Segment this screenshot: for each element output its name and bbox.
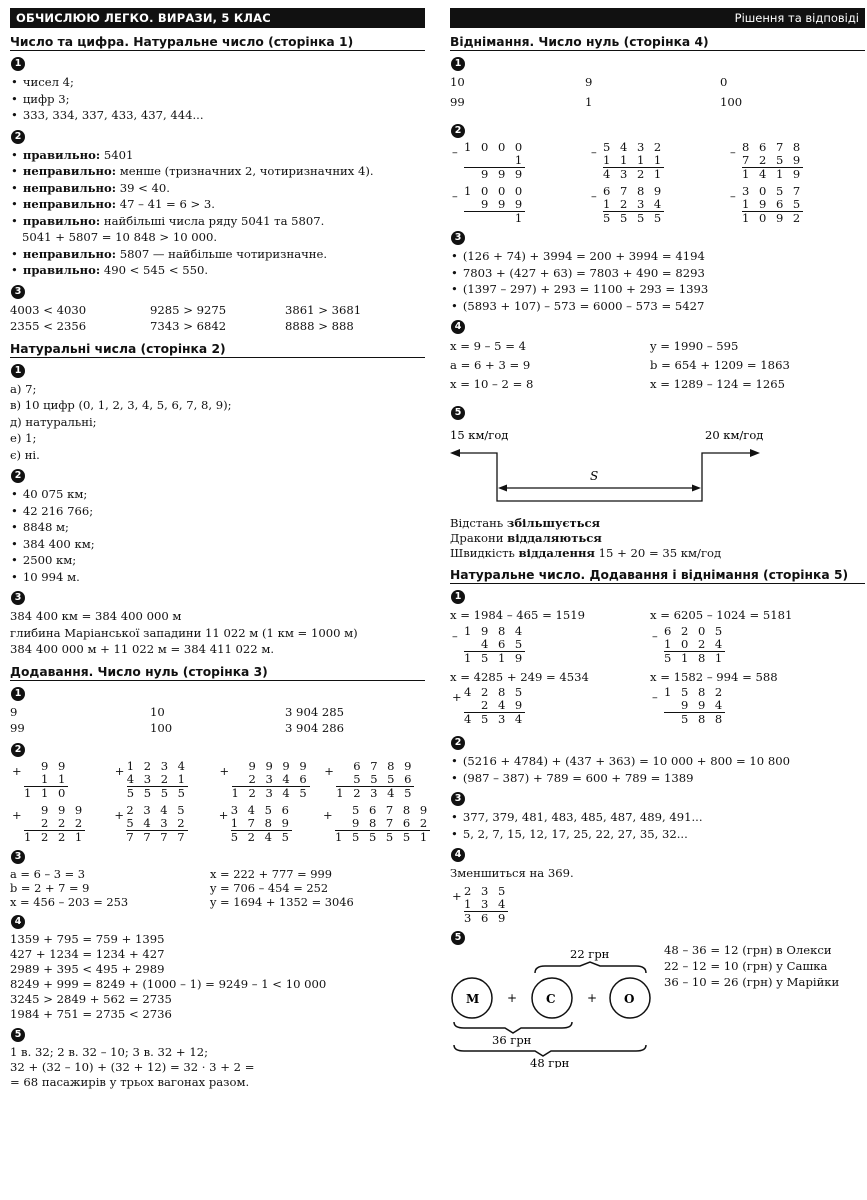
answer-line: = 68 пасажирів у трьох вагонах разом. [10,1074,250,1089]
column-calc: + 3 4 5 6 1 7 8 9 5 2 4 5 [218,802,292,844]
arrow-left-icon [450,449,460,457]
circle-label: С [546,991,556,1006]
column-calc: – 1 9 8 4 4 6 5 1 5 1 9 [452,623,526,665]
column-calc: – 6 7 8 9 1 2 3 4 5 5 5 5 [591,184,665,225]
list-item: • 10 994 м. [10,569,425,586]
header-right: Рішення та відповіді [450,8,865,28]
column-calc: + 5 6 7 8 9 9 8 7 6 2 1 5 5 5 5 1 [323,802,431,844]
task-number: 1 [11,364,25,378]
column-calc: + 2 3 5 1 3 4 3 6 9 [452,883,509,925]
column-calc-row [450,141,865,181]
circle-label: О [624,991,635,1006]
column-calc-row [450,185,865,225]
list-item: • (5893 + 107) – 573 = 6000 – 573 = 5427 [450,298,865,315]
answer-line: 32 + (32 – 10) + (32 + 12) = 32 · 3 + 2 = [10,1059,255,1074]
equation-grid: x = 9 – 5 = 4 y = 1990 – 595 a = 6 + 3 = 9 b = 654 + 1209 = 1863 x = 10 – 2 = 8 x = 1289 – 124 = 1265 [450,339,790,391]
column-calc-row [450,885,865,925]
list-item: • цифр 3; [10,91,425,108]
money-diagram [450,948,660,1068]
column-calc: – 3 0 5 7 1 9 6 5 1 0 9 2 [730,184,804,225]
distance-label: S [590,469,599,483]
comparison-line: 8249 + 999 = 8249 + (1000 – 1) = 9249 – 1 < 10 000 [10,976,327,991]
task-number: 3 [11,591,25,605]
header-left: ОБЧИСЛЮЮ ЛЕГКО. ВИРАЗИ, 5 КЛАС [10,8,425,28]
list-item: • 2500 км; [10,552,425,569]
column-calc: + 6 7 8 9 5 5 5 6 1 2 3 4 5 [324,758,415,800]
money-diagram-block [450,942,865,1068]
answer-line: е) 1; [10,431,37,445]
comparison-line: 427 + 1234 = 1234 + 427 [10,946,165,961]
list-item: • правильно: найбільші числа ряду 5041 та 5807. [10,213,425,230]
answer-line: є) ні. [10,447,40,462]
answer-line: 1 в. 32; 2 в. 32 – 10; 3 в. 32 + 12; [10,1044,208,1059]
column-calc: + 9 9 9 9 2 3 4 6 1 2 3 4 5 [219,758,310,800]
left-speed-label: 15 км/год [450,428,509,442]
column-calc: + 9 9 9 2 2 2 1 2 2 1 [12,802,86,844]
section-title-page5: Натуральне число. Додавання і віднімання (сторінка 5) [450,568,865,584]
list-item: • (126 + 74) + 3994 = 200 + 3994 = 4194 [450,248,865,265]
path-lines [458,453,750,501]
list-item: • 7803 + (427 + 63) = 7803 + 490 = 8293 [450,265,865,282]
list-item: • 377, 379, 481, 483, 485, 487, 489, 491... [450,809,865,826]
list-item: • 42 216 766; [10,503,425,520]
column-calc-row [10,760,425,800]
section-title-page3: Додавання. Число нуль (сторінка 3) [10,665,425,681]
list-item: • правильно: 5401 [10,147,425,164]
comparison-line: 1984 + 751 = 2735 < 2736 [10,1006,172,1021]
list-item-continuation: 5041 + 5807 = 10 848 > 10 000. [22,230,218,244]
answer-line: в) 10 цифр (0, 1, 2, 3, 4, 5, 6, 7, 8, 9); [10,398,232,412]
task-number: 2 [11,469,25,483]
brace-bottom-1 [454,1022,572,1033]
task-number: 1 [11,57,25,71]
left-column [10,0,431,1090]
arrow-right-icon [750,449,760,457]
task-number: 3 [451,231,465,245]
section-title-page4: Віднімання. Число нуль (сторінка 4) [450,35,865,51]
column-calc: – 1 0 0 0 1 9 9 9 [452,140,526,181]
list-item: • неправильно: 39 < 40. [10,180,425,197]
comparison-line: 1359 + 795 = 759 + 1395 [10,931,165,946]
column-calc: + 9 9 1 1 1 1 0 [12,758,69,800]
list-item: • неправильно: менше (тризначних 2, чотиризначних 4). [10,163,425,180]
section-title-page1: Число та цифра. Натуральне число (сторінка 1) [10,35,425,51]
brace-label: 48 грн [530,1055,570,1068]
list-item: • 333, 334, 337, 433, 437, 444... [10,107,425,124]
list-item: • неправильно: 47 – 41 = 6 > 3. [10,196,425,213]
column-calc: – 1 5 8 2 9 9 4 5 8 8 [652,685,726,726]
list-item: • 384 400 км; [10,536,425,553]
task-number: 4 [451,848,465,862]
equation-grid: a = 6 – 3 = 3 x = 222 + 777 = 999 b = 2 + 7 = 9 y = 706 – 454 = 252 x = 456 – 203 = 253 y = 1694 + 1352 = 3046 [10,866,354,909]
comparison-line: 3245 > 2849 + 562 = 2735 [10,991,172,1006]
right-speed-label: 20 км/год [705,428,764,442]
task-number: 5 [11,1028,25,1042]
task-number: 4 [451,320,465,334]
column-calc-row [450,686,865,726]
task-number: 2 [451,736,465,750]
equation-grid: x = 1984 – 465 = 1519 x = 6205 – 1024 = 5181 [450,608,793,622]
comparison-line: 2989 + 395 < 495 + 2989 [10,961,165,976]
task-number: 3 [451,792,465,806]
arrow-right-icon [692,485,701,492]
column-calc: + 4 2 8 5 2 4 9 4 5 3 4 [452,685,526,726]
circle-label: М [466,991,480,1006]
list-item: • 8848 м; [10,519,425,536]
column-calc: – 1 0 0 0 9 9 9 1 [452,184,526,225]
arrow-left-icon [498,485,507,492]
comparison-grid: 4003 < 4030 9285 > 9275 3861 > 3681 2355 < 2356 7343 > 6842 8888 > 888 [10,302,362,333]
list-item: • правильно: 490 < 545 < 550. [10,262,425,279]
task-number: 2 [451,124,465,138]
column-calc: – 8 6 7 8 7 2 5 9 1 4 1 9 [730,140,804,181]
money-answers: 48 – 36 = 12 (грн) в Олекси 22 – 12 = 10 (грн) у Сашка 36 – 10 = 26 (грн) у Марійки [664,942,840,989]
list-item: • чисел 4; [10,74,425,91]
section-title-page2: Натуральні числа (сторінка 2) [10,342,425,358]
task-number: 3 [11,850,25,864]
brace-bottom-2 [454,1045,646,1056]
column-calc-row [450,625,865,665]
answer-line: Швидкість віддалення 15 + 20 = 35 км/год [450,546,722,560]
answer-line: Зменшиться на 369. [450,866,574,880]
brace-top [535,962,646,973]
column-calc-row [10,802,431,844]
answer-line: а) 7; [10,381,37,396]
speed-diagram [450,423,865,513]
task-number: 5 [451,931,465,945]
list-item: • (1397 – 297) + 293 = 1100 + 293 = 1393 [450,281,865,298]
column-calc: + 1 2 3 4 4 3 2 1 5 5 5 5 [114,758,188,800]
list-item: • 40 075 км; [10,486,425,503]
answer-line: д) натуральні; [10,414,97,429]
task-number: 2 [11,130,25,144]
list-item: • 5, 2, 7, 15, 12, 17, 25, 22, 27, 35, 32... [450,826,865,843]
answer-grid: 9 10 3 904 285 99 100 3 904 286 [10,704,345,735]
task-number: 2 [11,743,25,757]
answer-line: 384 400 км = 384 400 000 м [10,609,182,623]
brace-label: 36 грн [492,1032,532,1047]
column-calc: + 2 3 4 5 5 4 3 2 7 7 7 7 [114,802,188,844]
task-number: 3 [11,285,25,299]
answer-line: глибина Маріанської западини 11 022 м (1 км = 1000 м) [10,625,358,640]
answer-line: Відстань збільшується [450,516,601,530]
answer-line: 384 400 000 м + 11 022 м = 384 411 022 м. [10,642,275,656]
task-number: 1 [11,687,25,701]
list-item: • (987 – 387) + 789 = 600 + 789 = 1389 [450,770,865,787]
plus-sign: + [507,990,518,1005]
answer-grid: 10 9 0 99 1 100 [450,75,743,109]
answer-line: Дракони віддаляються [450,531,602,545]
right-column [450,0,865,1068]
column-calc: – 5 4 3 2 1 1 1 1 4 3 2 1 [591,140,665,181]
brace-label: 22 грн [570,947,610,961]
task-number: 4 [11,915,25,929]
plus-sign: + [587,990,598,1005]
column-calc: – 6 2 0 5 1 0 2 4 5 1 8 1 [652,623,726,665]
equation-grid: x = 4285 + 249 = 4534 x = 1582 – 994 = 588 [450,669,778,684]
task-number: 1 [451,590,465,604]
list-item: • неправильно: 5807 — найбільше чотиризначне. [10,246,425,263]
task-number: 1 [451,57,465,71]
list-item: • (5216 + 4784) + (437 + 363) = 10 000 + 800 = 10 800 [450,753,865,770]
task-number: 5 [451,406,465,420]
